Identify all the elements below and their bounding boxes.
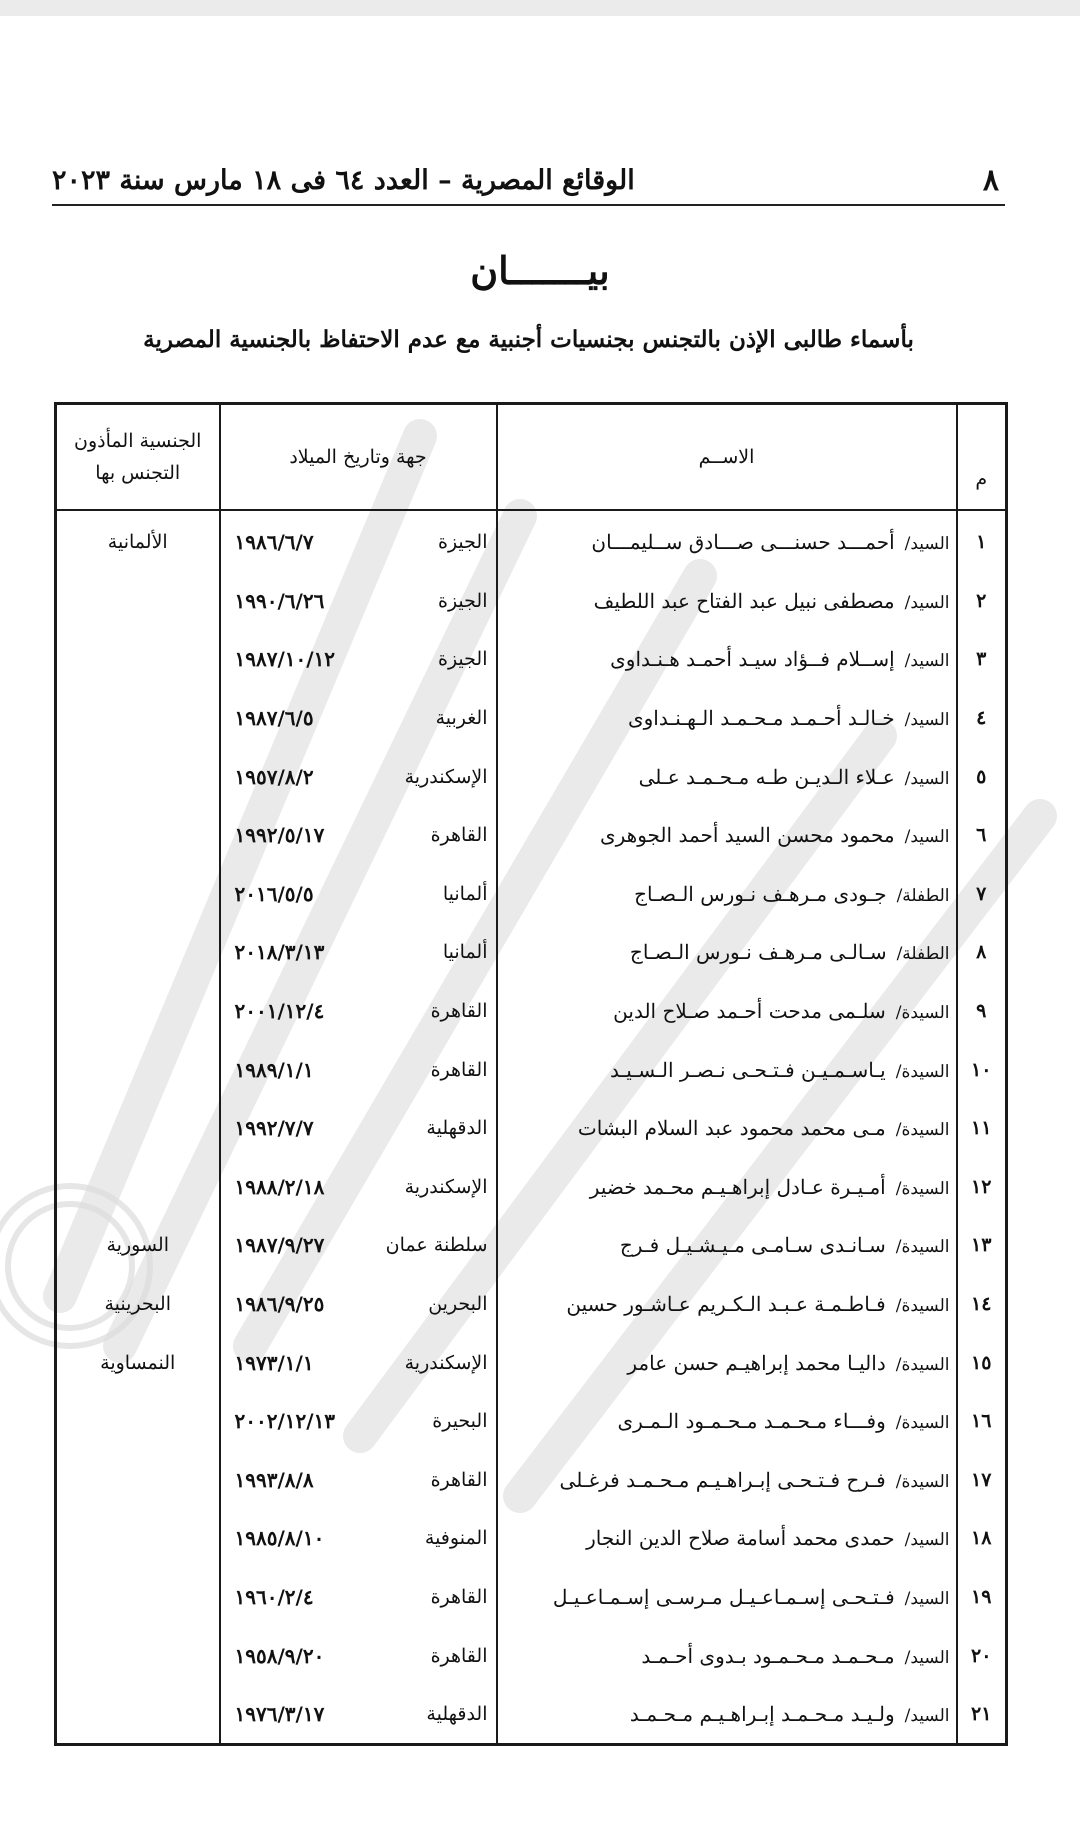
table-row	[56, 923, 1007, 982]
applicant-name: مـحـمـد مـحـمـود بـدوى أحـمـد	[641, 1643, 895, 1668]
nationality-cell	[56, 865, 220, 924]
birth-cell	[220, 865, 497, 924]
table-header-row	[56, 404, 1007, 511]
birth-date: ١٩٩٣/٨/٨	[234, 1467, 314, 1492]
applicant-name: إســلام فــؤاد سيـد أحمـد هـنـداوى	[610, 647, 895, 672]
name-cell	[497, 1685, 957, 1745]
birth-place: ألمانيا	[442, 882, 488, 905]
birth-cell	[220, 1099, 497, 1158]
nationality-cell	[56, 1099, 220, 1158]
honorific: السيد/	[904, 651, 950, 672]
applicant-name: سلـمى مدحت أحـمد صـلاح الدين	[613, 999, 886, 1024]
birth-date: ١٩٨٩/١/١	[234, 1057, 314, 1082]
birth-place: الجيزة	[437, 648, 488, 671]
nationality-cell	[56, 1451, 220, 1510]
table-row	[56, 1451, 1007, 1510]
row-number: ١٦	[957, 1392, 1007, 1451]
row-number: ٨	[957, 923, 1007, 982]
honorific: السيدة/	[895, 1237, 950, 1258]
page-number: ٨	[982, 162, 999, 198]
applicant-name: سـالـى مـرهـف نـورس الـصـاج	[629, 940, 887, 965]
birth-cell	[220, 689, 497, 748]
birth-cell	[220, 1392, 497, 1451]
name-cell	[497, 1158, 957, 1217]
table-row	[56, 689, 1007, 748]
honorific: الطفلة/	[896, 944, 950, 965]
birth-date: ١٩٨٦/٦/٧	[234, 530, 314, 555]
table-row	[56, 1216, 1007, 1275]
applicant-name: ولـيـد مـحـمـد إبـراهـيـم مـحـمـد	[629, 1702, 895, 1727]
nationality-cell: السورية	[106, 1234, 169, 1257]
header-name: الاســم	[497, 404, 957, 511]
row-number: ٥	[957, 747, 1007, 806]
honorific: السيد/	[904, 710, 950, 731]
birth-place: الدقهلية	[426, 1117, 488, 1140]
applicant-name: سـانـدى سـامـى مـيـشـيـل فـرج	[619, 1233, 886, 1258]
table-row	[56, 1685, 1007, 1745]
table-row	[56, 1568, 1007, 1627]
name-cell	[497, 510, 957, 572]
birth-cell	[220, 1040, 497, 1099]
row-number: ٢٠	[957, 1626, 1007, 1685]
honorific: السيد/	[904, 1706, 950, 1727]
applicant-name: خـالـد أحـمـد مـحـمـد الـهـنـداوى	[627, 706, 895, 731]
nationality-cell	[56, 572, 220, 631]
honorific: السيد/	[904, 768, 950, 789]
applicant-name: عـلاء الـديـن طـه مـحـمـد عـلى	[638, 764, 895, 789]
honorific: السيدة/	[895, 1413, 950, 1434]
birth-place: الدقهلية	[426, 1703, 488, 1726]
name-cell	[497, 1275, 957, 1334]
row-number: ١٢	[957, 1158, 1007, 1217]
nationality-cell	[56, 1392, 220, 1451]
birth-date: ١٩٨٥/٨/١٠	[234, 1526, 325, 1551]
nationality-cell	[56, 923, 220, 982]
birth-date: ١٩٨٨/٢/١٨	[234, 1174, 325, 1199]
name-cell	[497, 923, 957, 982]
table-row	[56, 1392, 1007, 1451]
birth-date: ٢٠٠١/١٢/٤	[234, 999, 325, 1024]
name-cell	[497, 865, 957, 924]
birth-cell	[220, 1158, 497, 1217]
birth-cell	[220, 1275, 497, 1334]
birth-place: البحرين	[428, 1293, 488, 1316]
honorific: السيدة/	[895, 1296, 950, 1317]
birth-date: ٢٠١٦/٥/٥	[234, 881, 314, 906]
row-number: ١١	[957, 1099, 1007, 1158]
birth-date: ١٩٩٠/٦/٢٦	[234, 588, 325, 613]
birth-cell	[220, 572, 497, 631]
birth-place: سلطنة عمان	[385, 1234, 488, 1257]
honorific: السيدة/	[895, 1178, 950, 1199]
birth-place: ألمانيا	[442, 941, 488, 964]
nationality-cell	[56, 1685, 220, 1745]
table-row	[56, 1509, 1007, 1568]
birth-cell	[220, 630, 497, 689]
birth-cell	[220, 1216, 497, 1275]
honorific: السيد/	[904, 592, 950, 613]
honorific: السيدة/	[895, 1120, 950, 1141]
birth-date: ١٩٧٦/٣/١٧	[234, 1702, 325, 1727]
nationality-cell	[56, 1626, 220, 1685]
birth-cell	[220, 1626, 497, 1685]
header-nationality: الجنسية المأذون التجنس بها	[56, 404, 220, 511]
applicant-name: أحمـــد حسنـــى صـــادق ســليمـــان	[591, 530, 895, 555]
name-cell	[497, 572, 957, 631]
birth-date: ٢٠١٨/٣/١٣	[234, 940, 325, 965]
birth-place: القاهرة	[430, 1644, 488, 1667]
name-cell	[497, 982, 957, 1041]
table-row	[56, 572, 1007, 631]
name-cell	[497, 1216, 957, 1275]
birth-date: ١٩٨٧/١٠/١٢	[234, 647, 336, 672]
nationality-cell: الألمانية	[107, 531, 168, 554]
birth-date: ٢٠٠٢/١٢/١٣	[234, 1409, 336, 1434]
honorific: السيد/	[904, 1647, 950, 1668]
birth-cell	[220, 982, 497, 1041]
birth-date: ١٩٨٦/٩/٢٥	[234, 1292, 325, 1317]
birth-place: القاهرة	[430, 1000, 488, 1023]
name-cell	[497, 689, 957, 748]
birth-place: الإسكندرية	[404, 765, 488, 788]
honorific: السيد/	[904, 1530, 950, 1551]
honorific: السيدة/	[895, 1061, 950, 1082]
nationality-cell	[56, 1040, 220, 1099]
nationality-cell	[56, 806, 220, 865]
row-number: ١٨	[957, 1509, 1007, 1568]
document-subtitle: بأسماء طالبى الإذن بالتجنس بجنسيات أجنبية مع عدم الاحتفاظ بالجنسية المصرية	[143, 326, 914, 353]
honorific: السيد/	[904, 1588, 950, 1609]
table-row	[56, 1040, 1007, 1099]
name-cell	[497, 630, 957, 689]
row-number: ١٠	[957, 1040, 1007, 1099]
table-row	[56, 806, 1007, 865]
birth-place: الغربية	[435, 707, 488, 730]
honorific: السيد/	[904, 827, 950, 848]
birth-date: ١٩٥٨/٩/٢٠	[234, 1643, 325, 1668]
nationality-cell	[56, 1158, 220, 1217]
applicant-name: وفـــاء مـحـمـد مـحـمـود الـمـرى	[617, 1409, 886, 1434]
birth-place: القاهرة	[430, 1468, 488, 1491]
honorific: السيد/	[904, 534, 950, 555]
nationality-cell	[56, 1568, 220, 1627]
row-number: ١٩	[957, 1568, 1007, 1627]
birth-place: الإسكندرية	[404, 1351, 488, 1374]
birth-date: ١٩٧٣/١/١	[234, 1350, 314, 1375]
nationality-cell	[56, 747, 220, 806]
birth-cell	[220, 1568, 497, 1627]
name-cell	[497, 1099, 957, 1158]
nationality-cell	[56, 689, 220, 748]
table-row	[56, 865, 1007, 924]
name-cell	[497, 1509, 957, 1568]
table-row	[56, 1158, 1007, 1217]
birth-cell	[220, 510, 497, 572]
table-row	[56, 982, 1007, 1041]
row-number: ٢١	[957, 1685, 1007, 1745]
name-cell	[497, 1451, 957, 1510]
header-birth: جهة وتاريخ الميلاد	[220, 404, 497, 511]
applicant-name: جـودى مـرهـف نـورس الـصـاج	[634, 881, 887, 906]
row-number: ١	[957, 510, 1007, 572]
row-number: ١٧	[957, 1451, 1007, 1510]
honorific: السيدة/	[895, 1003, 950, 1024]
birth-date: ١٩٩٢/٥/١٧	[234, 823, 325, 848]
applicant-name: مـى محمد محمود عبد السلام البشات	[577, 1116, 886, 1141]
table-row	[56, 1099, 1007, 1158]
row-number: ١٣	[957, 1216, 1007, 1275]
nationality-cell	[56, 630, 220, 689]
table-row	[56, 1626, 1007, 1685]
nationality-cell	[56, 982, 220, 1041]
birth-cell	[220, 923, 497, 982]
birth-place: الإسكندرية	[404, 1175, 488, 1198]
applicant-name: فـرح فـتـحـى إبـراهـيـم مـحـمـد فرغـلى	[559, 1467, 886, 1492]
birth-cell	[220, 806, 497, 865]
row-number: ١٥	[957, 1333, 1007, 1392]
nationality-cell	[56, 1509, 220, 1568]
birth-place: المنوفية	[424, 1527, 488, 1550]
row-number: ٢	[957, 572, 1007, 631]
birth-cell	[220, 1451, 497, 1510]
applicant-name: مصطفى نبيل عبد الفتاح عبد اللطيف	[593, 588, 895, 613]
header-num: م	[957, 404, 1007, 511]
name-cell	[497, 747, 957, 806]
name-cell	[497, 1040, 957, 1099]
table-row	[56, 510, 1007, 572]
browser-top-bar	[0, 0, 1080, 16]
birth-date: ١٩٨٧/٩/٢٧	[234, 1233, 325, 1258]
applicant-name: داليـا محمد إبراهيـم حسن عامر	[627, 1350, 886, 1375]
honorific: السيدة/	[895, 1471, 950, 1492]
table-row	[56, 747, 1007, 806]
birth-cell	[220, 1333, 497, 1392]
honorific: الطفلة/	[896, 885, 950, 906]
row-number: ٦	[957, 806, 1007, 865]
row-number: ٣	[957, 630, 1007, 689]
birth-cell	[220, 1509, 497, 1568]
birth-place: البحيرة	[432, 1410, 488, 1433]
birth-place: الجيزة	[437, 531, 488, 554]
applicant-name: فـاطـمـة عـبـد الـكـريم عـاشـور حسين	[566, 1292, 886, 1317]
birth-date: ١٩٩٢/٧/٧	[234, 1116, 314, 1141]
nationality-cell: البحرينية	[104, 1293, 171, 1316]
gazette-page	[0, 16, 1080, 1845]
table-row	[56, 1333, 1007, 1392]
birth-cell	[220, 1685, 497, 1745]
name-cell	[497, 806, 957, 865]
row-number: ١٤	[957, 1275, 1007, 1334]
name-cell	[497, 1392, 957, 1451]
row-number: ٤	[957, 689, 1007, 748]
applicant-name: حمدى محمد أسامة صلاح الدين النجار	[586, 1526, 895, 1551]
applicant-name: محمود محسن السيد أحمد الجوهرى	[599, 823, 895, 848]
birth-place: القاهرة	[430, 1058, 488, 1081]
birth-place: الجيزة	[437, 589, 488, 612]
name-cell	[497, 1333, 957, 1392]
name-cell	[497, 1568, 957, 1627]
page-header	[52, 156, 1005, 206]
name-cell	[497, 1626, 957, 1685]
birth-place: القاهرة	[430, 1585, 488, 1608]
nationality-cell: النمساوية	[100, 1351, 176, 1374]
row-number: ٩	[957, 982, 1007, 1041]
table-row	[56, 1275, 1007, 1334]
birth-cell	[220, 747, 497, 806]
applicants-table	[54, 402, 1008, 1746]
row-number: ٧	[957, 865, 1007, 924]
birth-date: ١٩٦٠/٢/٤	[234, 1584, 314, 1609]
birth-place: القاهرة	[430, 824, 488, 847]
applicant-name: فـتـحـى إسـمـاعـيـل مـرسـى إسـمـاعـيـل	[552, 1584, 895, 1609]
table-row	[56, 630, 1007, 689]
publication-line: الوقائع المصرية – العدد ٦٤ فى ١٨ مارس سنة ٢٠٢٣	[52, 164, 635, 196]
birth-date: ١٩٥٧/٨/٢	[234, 764, 314, 789]
document-title: بيـــــــان	[470, 248, 610, 293]
honorific: السيدة/	[895, 1354, 950, 1375]
applicant-name: أمـيـرة عـادل إبراهـيـم محـمد خضير	[589, 1174, 886, 1199]
birth-date: ١٩٨٧/٦/٥	[234, 706, 314, 731]
applicant-name: يـاسـمـيـن فـتـحـى نـصـر الـسـيـد	[609, 1057, 886, 1082]
